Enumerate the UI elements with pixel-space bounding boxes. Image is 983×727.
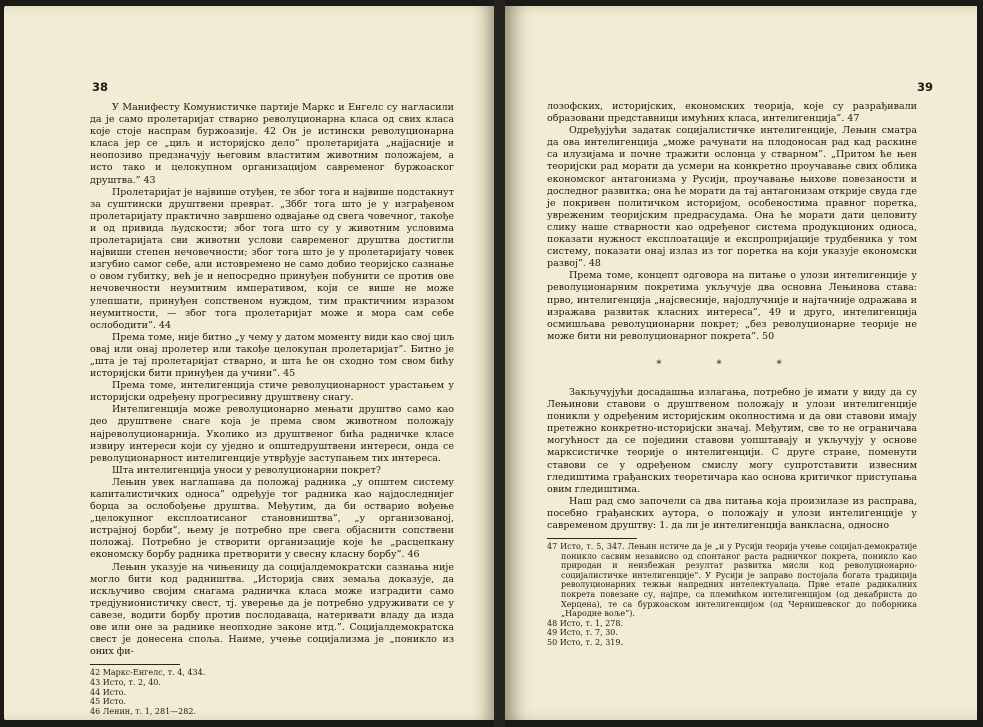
footnotes	[90, 668, 454, 716]
footnote: 44 Исто.	[90, 687, 126, 697]
right-page-body	[547, 101, 917, 648]
footnotes	[547, 542, 917, 648]
paragraph: лозофских, историјских, економских теорија, које су разрађивали образовани представници имућних класа, интелигенција”. 47	[547, 101, 917, 125]
paragraph: Према томе, концепт одговора на питање о улози интелигенције у револуционарним покретима укључује два основна Лењинова става: прво, интелигенција „најсвесније, најодлучније и најтачније одражава и изражава развитак класних интереса”, 49 и друго, интелигенција осмишљава револуционарни покрет; „без револуционарне теорије не може бити ни револуционарног покрета”. 50	[547, 270, 917, 342]
footnote: 48 Исто, т. 1, 278.	[547, 618, 624, 628]
paragraph: Интелигенција може револуционарно мењати друштво само као део друштвене снаге која је према свом животном положају најреволуционарнија. Уколико из друштвеног бића радничке класе извиру интереси који су уједно и општедруштвени интереси, онда се револуционарност интелигенције утврђује заступањем тих интереса.	[90, 404, 454, 464]
left-page-body	[90, 102, 454, 716]
right-page	[505, 6, 977, 720]
paragraph: Према томе, интелигенција стиче револуционарност урастањем у историјски одређену прогресивну друштвену снагу.	[90, 380, 454, 404]
section-separator: * * *	[656, 358, 808, 370]
paragraph: Одређујући задатак социјалистичке интелигенције, Лењин сматра да ова интелигенција „може рачунати на плодоносан рад кад раскине са илузијама и почне тражити ослонца у стварном”. „Притом ће њен теоријски рад морати да усмери на конкретно проучавање свих облика економског антагонизма у Русији, проучавање њихове повезаности и доследног развитка; она ће морати да тај антагонизам открије свуда где је покривен политичком историјом, особеностима правног поретка, увреженим теоријским предрасудама. Она ће морати дати целовиту слику наше стварности као одређеног система продукционих односа, показати нужност експлоатације и експропријације трудбеника у том систему, показати онај излаз из тог поретка на који указује економски развој”. 48	[547, 125, 917, 270]
footnote-rule	[547, 538, 637, 539]
page-number: 39	[917, 80, 934, 94]
footnote: 46 Ленин, т. 1, 281—282.	[90, 706, 196, 716]
left-page	[4, 6, 494, 720]
book-spine	[494, 0, 505, 727]
paragraph: Шта интелигенција уноси у револуционарни покрет?	[112, 464, 381, 476]
paragraph: Пролетаријат је највише отуђен, те због тога и највише подстакнут за суштински друштвени преврат. „Зббг тога што је у изграђеном пролетаријату практично завршено одвајање од свега човечног, такође и од привида људскости; због тога што су у животним условима пролетаријата сви животни услови савременог друштва достигли највиши степен нечовечности; због тога што је у пролетаријату човек изгубио самог себе, али истовремено не само добио теоријско сазнање о овом губитку, већ је и непосредно принуђен побунити се против ове нечовечности неумитним императивом, који се више не може улепшати, принуђен сопственом нуждом, тим практичним изразом неумитности, — због тога пролетаријат може и мора сам себе ослободити”. 44	[90, 186, 454, 331]
footnote-rule	[90, 664, 180, 665]
paragraph: Лењин указује на чињеницу да социјалдемократски сазнања није могло бити код радништва. „Историја свих земаља доказује, да искључиво својим снагама радничка класа може изградити само тредјунионистичку свест, тј. уверење да је потребно удруживати се у савезе, водити борбу против послодаваца, натеривати владу да изда ове или оне за раднике неопходне законе итд.”. Социјалдемократска свест је донесена споља. Наиме, учење социјализма је „поникло из оних фи-	[90, 561, 454, 658]
page-number: 38	[92, 80, 109, 94]
footnote: 49 Исто, т. 7, 30.	[547, 628, 618, 638]
paragraph: Лењин увек наглашава да положај радника „у општем систему капиталистичких односа” одређује тог радника као најдоследнијег борца за ослобођење друштва. Међутим, да би остварио вођење „целокупног експлоатисаног становништва”, „у организованој, истрајној борби”, њему је потребно пре свега објаснити сопствени положај. Потребно је створити организације које ће „расцепкану економску борбу радника претворити у свесну класну борбу”. 46	[90, 476, 454, 561]
footnote: 43 Исто, т. 2, 40.	[90, 677, 161, 687]
footnote: 45 Исто.	[90, 697, 126, 707]
footnote: 47 Исто, т. 5, 347. Лењин истиче да је „и у Русији теорија учење социјал-демократије поникло сасвим независно од спонтаног раста радничког покрета, поникло као природан и неизбежан резултат развитка мисли код револуционарно-социјалистичке интелигенције”. У Русији је заправо постојала богата традиција револуционарних тежњи напредних интелектуалаца. Прве етапе радикалних покрета повезане су, најпре, са племићком интелигенцијом (од декабриста до Херцена), те са буржоаском интелигенцијом (од Чернишевског до поборника „Народне воље”).	[547, 542, 917, 619]
paragraph: У Манифесту Комунистичке партије Маркс и Енгелс су нагласили да је само пролетаријат стварно револуционарна класа од свих класа које стоје наспрам буржоазије. 42 Он је истински револуционарна класа јер се „циљ и историјско дело” пролетаријата „најјасније и неопозиво предзначују његовим властитим животним положајем, а исто тако и целокупном организацијом савременог буржоаског друштва.” 43	[90, 102, 454, 186]
paragraph: Закључујући досадашња излагања, потребно је имати у виду да су Лењинови ставови о друштвеном положају и улози интелигенције поникли у одређеним историјским околностима и да ови ставови имају претежно конкретно-историјски значај. Међутим, све то не ограничава могућност да се поједини ставови уопштавају и укључују у основе марксистичке теорије о интелигенцији. С друге стране, поменути ставови се у одређеном смислу могу супротставити извесним гледиштима грађанских теоретичара као основа критичког приступања овим гледиштима.	[547, 386, 917, 495]
paragraph: Наш рад смо започели са два питања која произилазе из расправа, посебно грађанских аутора, о положају и улози интелигенције у савременом друштву: 1. да ли је интелигенција ванкласна, односно	[547, 495, 917, 531]
paragraph: Према томе, није битно „у чему у датом моменту види као свој циљ овај или онај пролетер или такође целокупан пролетаријат”. Битно је „шта је тај пролетаријат стварно, и шта ће он сходно том свом бићу историјски бити принуђен да учини”. 45	[90, 331, 454, 380]
footnote: 50 Исто, т. 2, 319.	[547, 638, 624, 648]
footnote: 42 Маркс-Енгелс, т. 4, 434.	[90, 668, 206, 678]
